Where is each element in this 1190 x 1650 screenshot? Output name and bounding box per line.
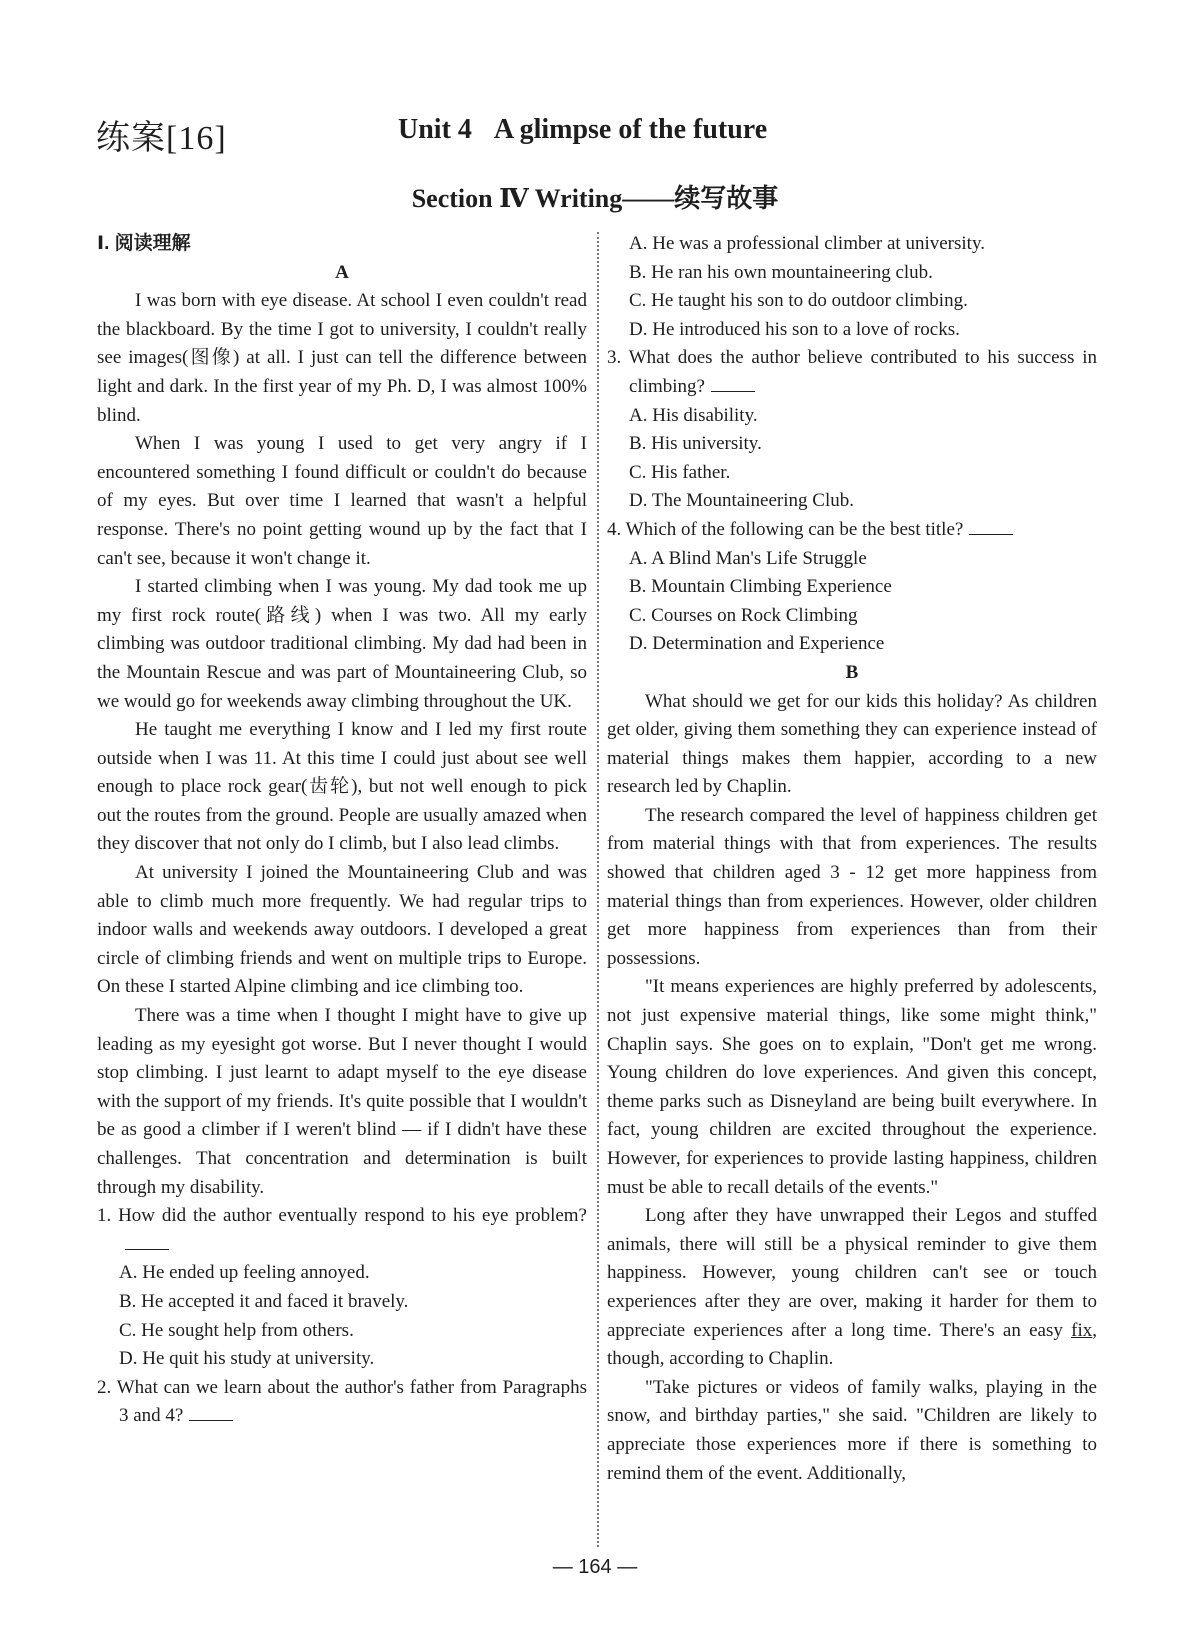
question-stem: 2. What can we learn about the author's father from Paragraphs 3 and 4?	[97, 1376, 587, 1427]
right-column	[607, 230, 1097, 1488]
option: C. His father.	[629, 461, 731, 483]
passage-a-paragraph: At university I joined the Mountaineering Club and was able to climb much more frequently. We had regular trips to indoor walls and weekends away outdoors. I developed a great circle of climbing friends and went on multiple trips to Europe. On these I started Alpine climbing and ice climbing too.	[97, 862, 587, 998]
option: A. He ended up feeling annoyed.	[119, 1262, 370, 1284]
option: A. A Blind Man's Life Struggle	[629, 547, 867, 569]
option: D. He quit his study at university.	[119, 1348, 375, 1370]
unit-label: Unit 4	[398, 114, 472, 145]
unit-title	[398, 114, 767, 146]
passage-b-paragraph: "It means experiences are highly preferred by adolescents, not just expensive material things, like some might think," Chaplin says. She goes on to explain, "Don't get me wrong. Young children do love experiences. And given this concept, theme parks such as Disneyland are being built everywhere. In fact, young children are excited throughout the experience. However, for experiences to provide lasting happiness, children must be able to recall details of the events."	[607, 976, 1097, 1198]
passage-b-paragraph	[607, 1202, 1097, 1374]
option: C. He sought help from others.	[119, 1319, 354, 1341]
option: D. He introduced his son to a love of rocks.	[629, 318, 960, 340]
answer-blank[interactable]	[125, 1231, 169, 1250]
question-stem: 1. How did the author eventually respond to his eye problem?	[97, 1205, 587, 1227]
passage-b-label: B	[845, 661, 859, 683]
question-3	[607, 344, 1097, 401]
question-1	[97, 1202, 587, 1259]
option: A. He was a professional climber at university.	[629, 233, 985, 254]
passage-a-paragraph: There was a time when I thought I might have to give up leading as my eyesight got worse. But I never thought I would stop climbing. I just learnt to adapt myself to the eye disease with the support of my friends. It's quite possible that I wouldn't be as good a climber if I weren't blind — if I didn't have these challenges. That concentration and determination is built through my disability.	[97, 1005, 587, 1198]
paragraph-text: Long after they have unwrapped their Legos and stuffed animals, there will still be a physical reminder to give them happiness. However, young children can't see or touch experiences after they are over, making it harder for them to appreciate experiences after a long time. There's an easy	[607, 1205, 1097, 1341]
passage-a-paragraph: I was born with eye disease. At school I even couldn't read the blackboard. By the time I got to university, I couldn't really see images(图像) at all. I just can tell the difference between light and dark. In the first year of my Ph. D, I was almost 100% blind.	[97, 290, 587, 426]
unit-name: A glimpse of the future	[493, 114, 768, 145]
section-title: Section Ⅳ Writing——续写故事	[411, 184, 779, 213]
option: A. His disability.	[629, 404, 758, 426]
answer-blank[interactable]	[189, 1402, 233, 1421]
option: D. The Mountaineering Club.	[629, 490, 854, 512]
option: C. Courses on Rock Climbing	[629, 604, 858, 626]
passage-b-paragraph: "Take pictures or videos of family walks, playing in the snow, and birthday parties," she said. "Children are likely to appreciate those experiences more if there is something to remind them of the event. Additionally,	[607, 1376, 1097, 1484]
option: B. His university.	[629, 433, 762, 455]
question-stem: 4. Which of the following can be the best title?	[607, 518, 964, 540]
option: B. Mountain Climbing Experience	[629, 576, 892, 598]
answer-blank[interactable]	[711, 373, 755, 392]
option: B. He ran his own mountaineering club.	[629, 261, 933, 283]
question-4	[607, 516, 1097, 545]
option: C. He taught his son to do outdoor climbing.	[629, 290, 968, 312]
paragraph-text: , though, according to Chaplin.	[607, 1319, 1097, 1370]
passage-a-paragraph: He taught me everything I know and I led my first route outside when I was 11. At this time I could just about see well enough to place rock gear(齿轮), but not well enough to pick out the routes from the ground. People are usually amazed when they discover that not only do I climb, but I also lead climbs.	[97, 719, 587, 855]
worksheet-number: 练案[16]	[96, 120, 227, 157]
question-stem: 3. What does the author believe contributed to his success in climbing?	[607, 347, 1097, 397]
passage-a-paragraph: I started climbing when I was young. My dad took me up my first rock route(路线) when I was two. All my early climbing was outdoor traditional climbing. My dad had been in the Mountain Rescue and was part of Mountaineering Club, so we would go for weekends away climbing throughout the UK.	[97, 576, 587, 712]
page-number: — 164 —	[552, 1556, 638, 1578]
part-heading: Ⅰ. 阅读理解	[97, 233, 191, 254]
question-2	[97, 1374, 587, 1431]
passage-a-label: A	[335, 261, 349, 283]
left-column	[97, 230, 587, 1431]
passage-a-paragraph: When I was young I used to get very angry if I encountered something I found difficult or couldn't do because of my eyes. But over time I learned that wasn't a helpful response. There's no point getting wound up by the fact that I can't see, because it won't change it.	[97, 433, 587, 569]
divider	[597, 232, 599, 1547]
answer-blank[interactable]	[969, 516, 1013, 535]
option: B. He accepted it and faced it bravely.	[119, 1290, 409, 1312]
passage-b-paragraph: The research compared the level of happiness children get from material things with that from experiences. The results showed that children aged 3 - 12 get more happiness from material things than from experiences. However, older children get more happiness from experiences than from their possessions.	[607, 804, 1097, 969]
passage-b-paragraph: What should we get for our kids this holiday? As children get older, giving them something they can experience instead of material things makes them happier, according to a new research led by Chaplin.	[607, 690, 1097, 798]
underlined-word: fix	[1071, 1319, 1093, 1341]
option: D. Determination and Experience	[629, 633, 885, 655]
